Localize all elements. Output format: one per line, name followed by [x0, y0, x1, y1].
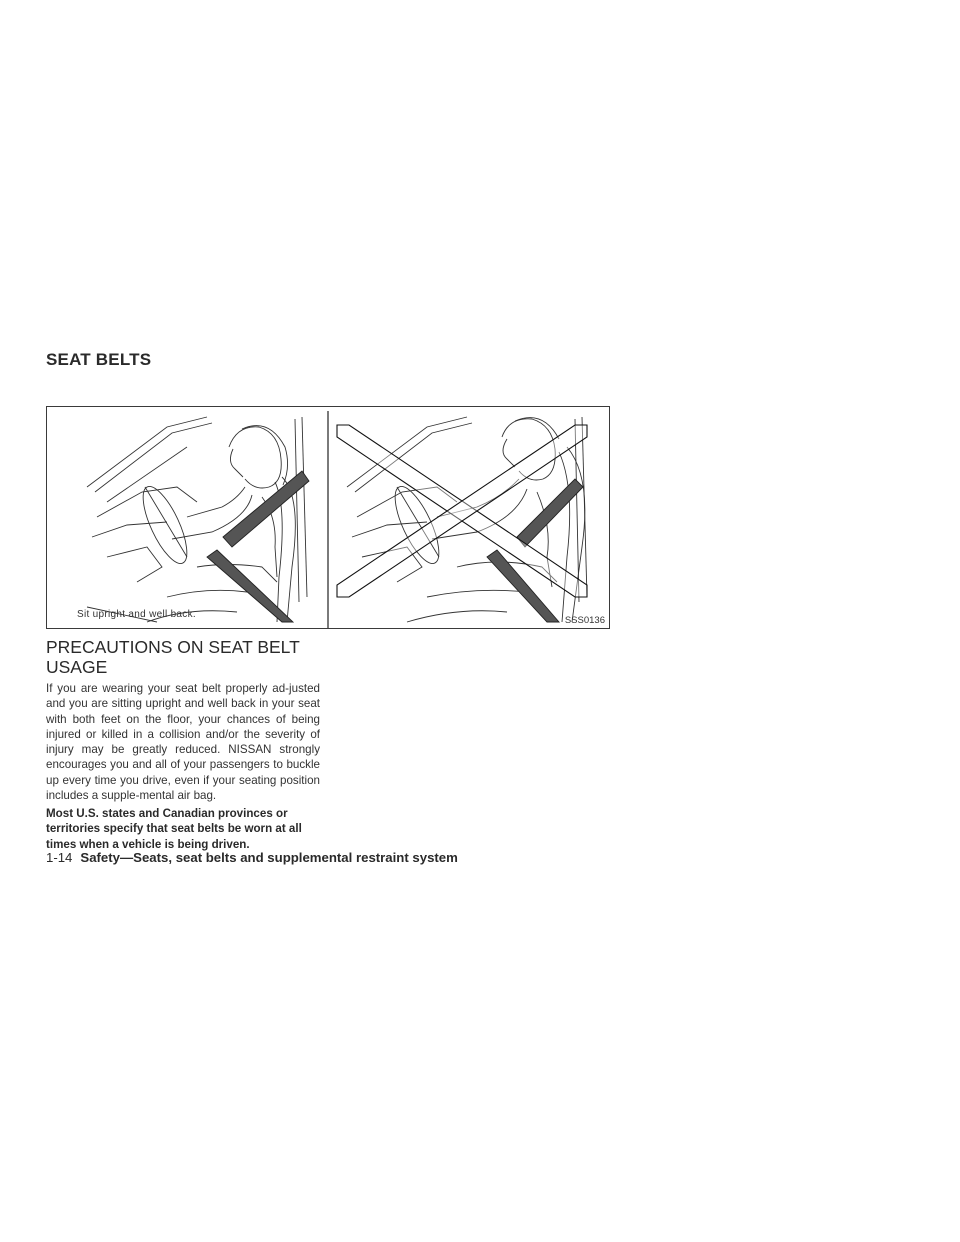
section-heading: SEAT BELTS — [46, 350, 152, 369]
incorrect-posture-drawing — [337, 417, 587, 622]
bold-paragraph: Most U.S. states and Canadian provinces or territories specify that seat belts be worn at all times when a vehicle is being driven. — [46, 807, 302, 851]
body-paragraph: If you are wearing your seat belt properly ad-justed and you are sitting upright and well back in your seat with both feet on the floor, your chances of being injured or killed in a collision and/or the severity of injury may be greatly reduced. NISSAN strongly encourages you and all of your passengers to buckle up every time you drive, even if your seating position includes a supple-mental air bag. — [46, 682, 320, 803]
page-footer — [46, 850, 458, 865]
figure-caption: Sit upright and well back. — [77, 609, 196, 620]
seat-belt-drawing — [47, 407, 609, 628]
figure-code: SSS0136 — [564, 615, 605, 626]
chapter-title: Safety—Seats, seat belts and supplemental restraint system — [80, 850, 458, 865]
subheading: PRECAUTIONS ON SEAT BELT USAGE — [46, 637, 300, 677]
seat-belt-illustration — [46, 406, 610, 629]
correct-posture-drawing — [87, 417, 309, 622]
page-number: 1-14 — [46, 850, 73, 865]
